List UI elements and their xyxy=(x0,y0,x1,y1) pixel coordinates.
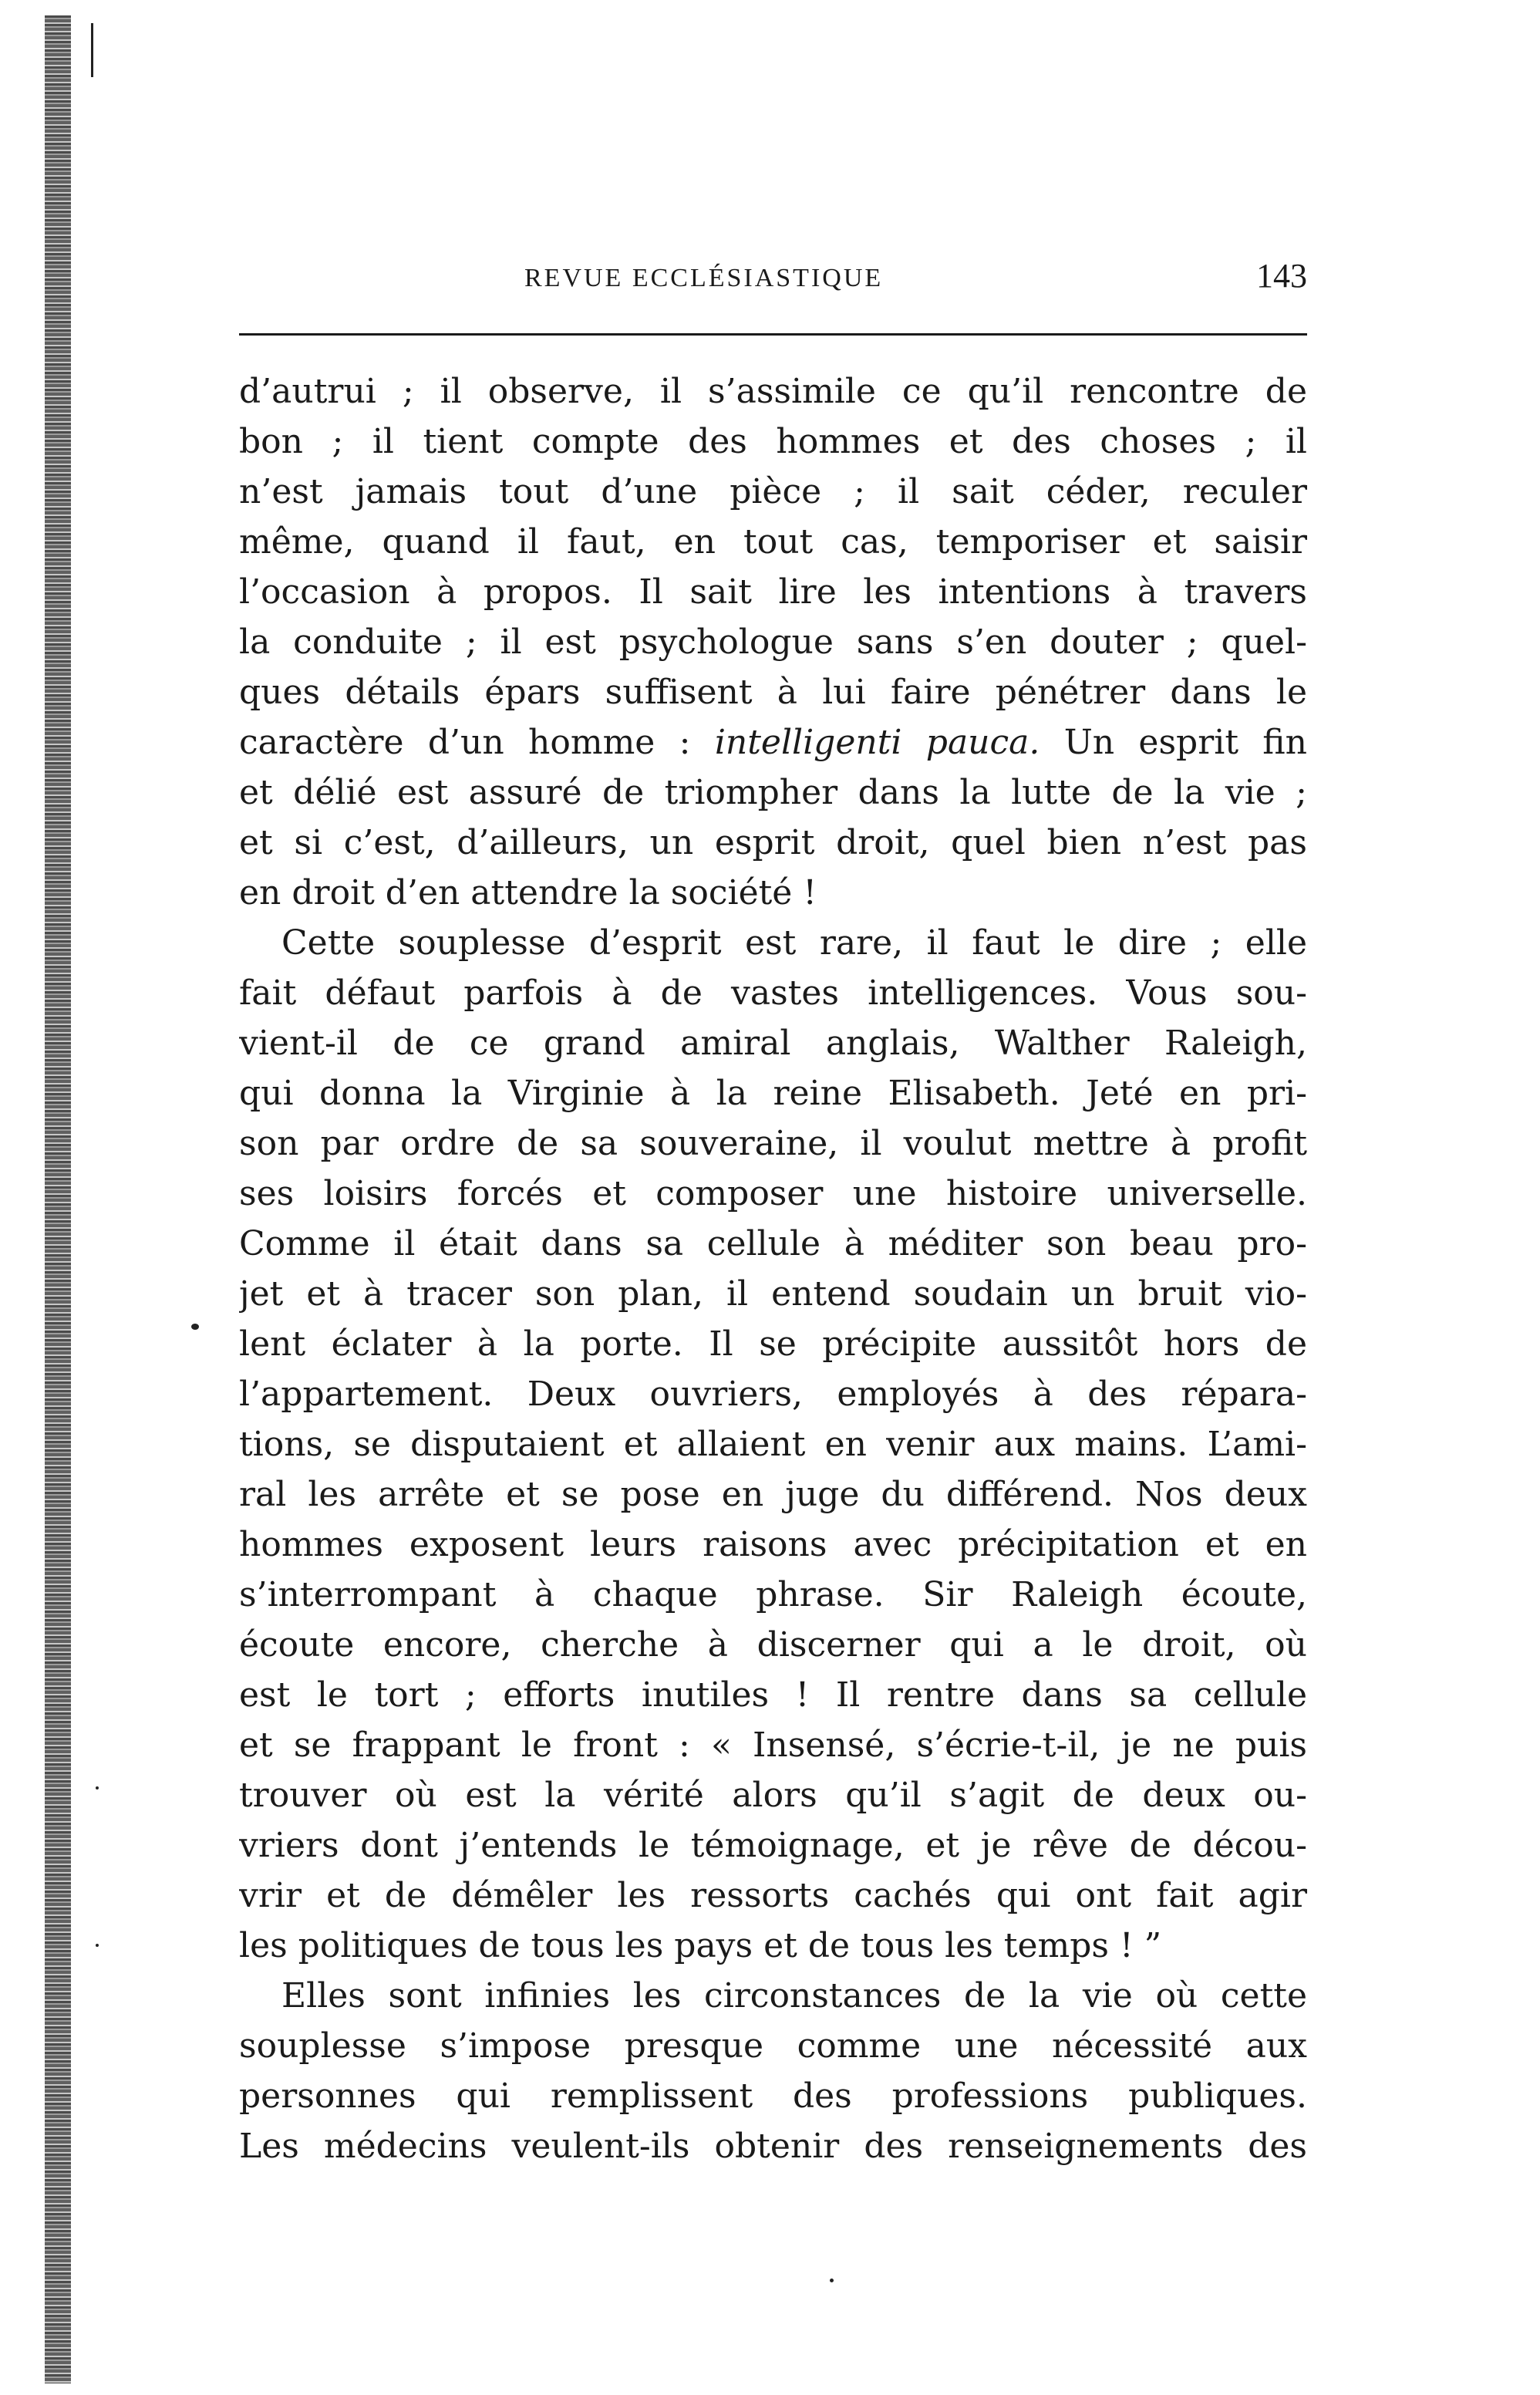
text-line: même, quand il faut, en tout cas, temporiser et saisir xyxy=(239,522,1307,562)
paragraph-start-line: Cette souplesse d’esprit est rare, il faut le dire ; elle xyxy=(281,923,1307,963)
text-line: et délié est assuré de triompher dans la lutte de la vie ; xyxy=(239,773,1307,812)
text-segment: caractère d’un homme : xyxy=(239,723,715,762)
text-line: s’interrompant à chaque phrase. Sir Raleigh écoute, xyxy=(239,1575,1307,1614)
text-line: et se frappant le front : « Insensé, s’écrie-t-il, je ne puis xyxy=(239,1725,1307,1765)
ink-speck xyxy=(96,1944,99,1947)
header-rule xyxy=(239,333,1307,336)
text-line: souplesse s’impose presque comme une nécessité aux xyxy=(239,2026,1307,2066)
running-head xyxy=(239,256,1307,302)
text-line: n’est jamais tout d’une pièce ; il sait céder, reculer xyxy=(239,472,1307,511)
ink-speck xyxy=(191,1324,199,1330)
paragraph-start-line: Elles sont infinies les circonstances de la vie où cette xyxy=(281,1976,1307,2016)
text-line: hommes exposent leurs raisons avec précipitation et en xyxy=(239,1525,1307,1564)
paragraph-end-line: les politiques de tous les pays et de tous les temps ! ” xyxy=(239,1926,1162,1965)
text-line xyxy=(239,717,1307,767)
text-line: fait défaut parfois à de vastes intelligences. Vous sou- xyxy=(239,973,1307,1013)
text-line: tions, se disputaient et allaient en venir aux mains. L’ami- xyxy=(239,1425,1307,1464)
text-line: ses loisirs forcés et composer une histoire universelle. xyxy=(239,1174,1307,1213)
text-line: Comme il était dans sa cellule à méditer son beau pro- xyxy=(239,1224,1307,1263)
body-text xyxy=(239,366,1307,2171)
text-segment: Un esprit fin xyxy=(1040,723,1307,762)
text-line: ques détails épars suffisent à lui faire pénétrer dans le xyxy=(239,673,1307,712)
page-number: 143 xyxy=(1256,257,1307,295)
text-line: vriers dont j’entends le témoignage, et je rêve de décou- xyxy=(239,1826,1307,1865)
text-line: l’occasion à propos. Il sait lire les intentions à travers xyxy=(239,572,1307,612)
text-line: est le tort ; efforts inutiles ! Il rentre dans sa cellule xyxy=(239,1675,1307,1715)
text-line: vrir et de démêler les ressorts cachés qui ont fait agir xyxy=(239,1876,1307,1915)
text-line: et si c’est, d’ailleurs, un esprit droit, quel bien n’est pas xyxy=(239,823,1307,862)
text-line: jet et à tracer son plan, il entend soudain un bruit vio- xyxy=(239,1274,1307,1314)
scanned-binding-edge xyxy=(45,15,71,2383)
text-line: écoute encore, cherche à discerner qui a le droit, où xyxy=(239,1625,1307,1665)
text-line: son par ordre de sa souveraine, il voulut mettre à profit xyxy=(239,1124,1307,1163)
text-line: ral les arrête et se pose en juge du différend. Nos deux xyxy=(239,1475,1307,1514)
latin-phrase: intelligenti pauca. xyxy=(714,723,1040,762)
text-line: d’autrui ; il observe, il s’assimile ce qu’il rencontre de xyxy=(239,372,1307,411)
text-line: lent éclater à la porte. Il se précipite aussitôt hors de xyxy=(239,1324,1307,1364)
text-line: qui donna la Virginie à la reine Elisabeth. Jeté en pri- xyxy=(239,1074,1307,1113)
text-line: l’appartement. Deux ouvriers, employés à des répara- xyxy=(239,1375,1307,1414)
paragraph-end-line: en droit d’en attendre la société ! xyxy=(239,873,817,912)
text-line: trouver où est la vérité alors qu’il s’agit de deux ou- xyxy=(239,1776,1307,1815)
running-title: REVUE ECCLÉSIASTIQUE xyxy=(524,264,884,292)
ink-speck xyxy=(830,2279,834,2282)
text-line: bon ; il tient compte des hommes et des choses ; il xyxy=(239,422,1307,461)
text-line: personnes qui remplissent des professions publiques. xyxy=(239,2076,1307,2116)
ink-speck xyxy=(96,1786,99,1790)
text-line: Les médecins veulent-ils obtenir des renseignements des xyxy=(239,2127,1307,2166)
text-line: la conduite ; il est psychologue sans s’en douter ; quel- xyxy=(239,622,1307,662)
binding-mark xyxy=(91,23,93,77)
text-line: vient-il de ce grand amiral anglais, Walther Raleigh, xyxy=(239,1024,1307,1063)
